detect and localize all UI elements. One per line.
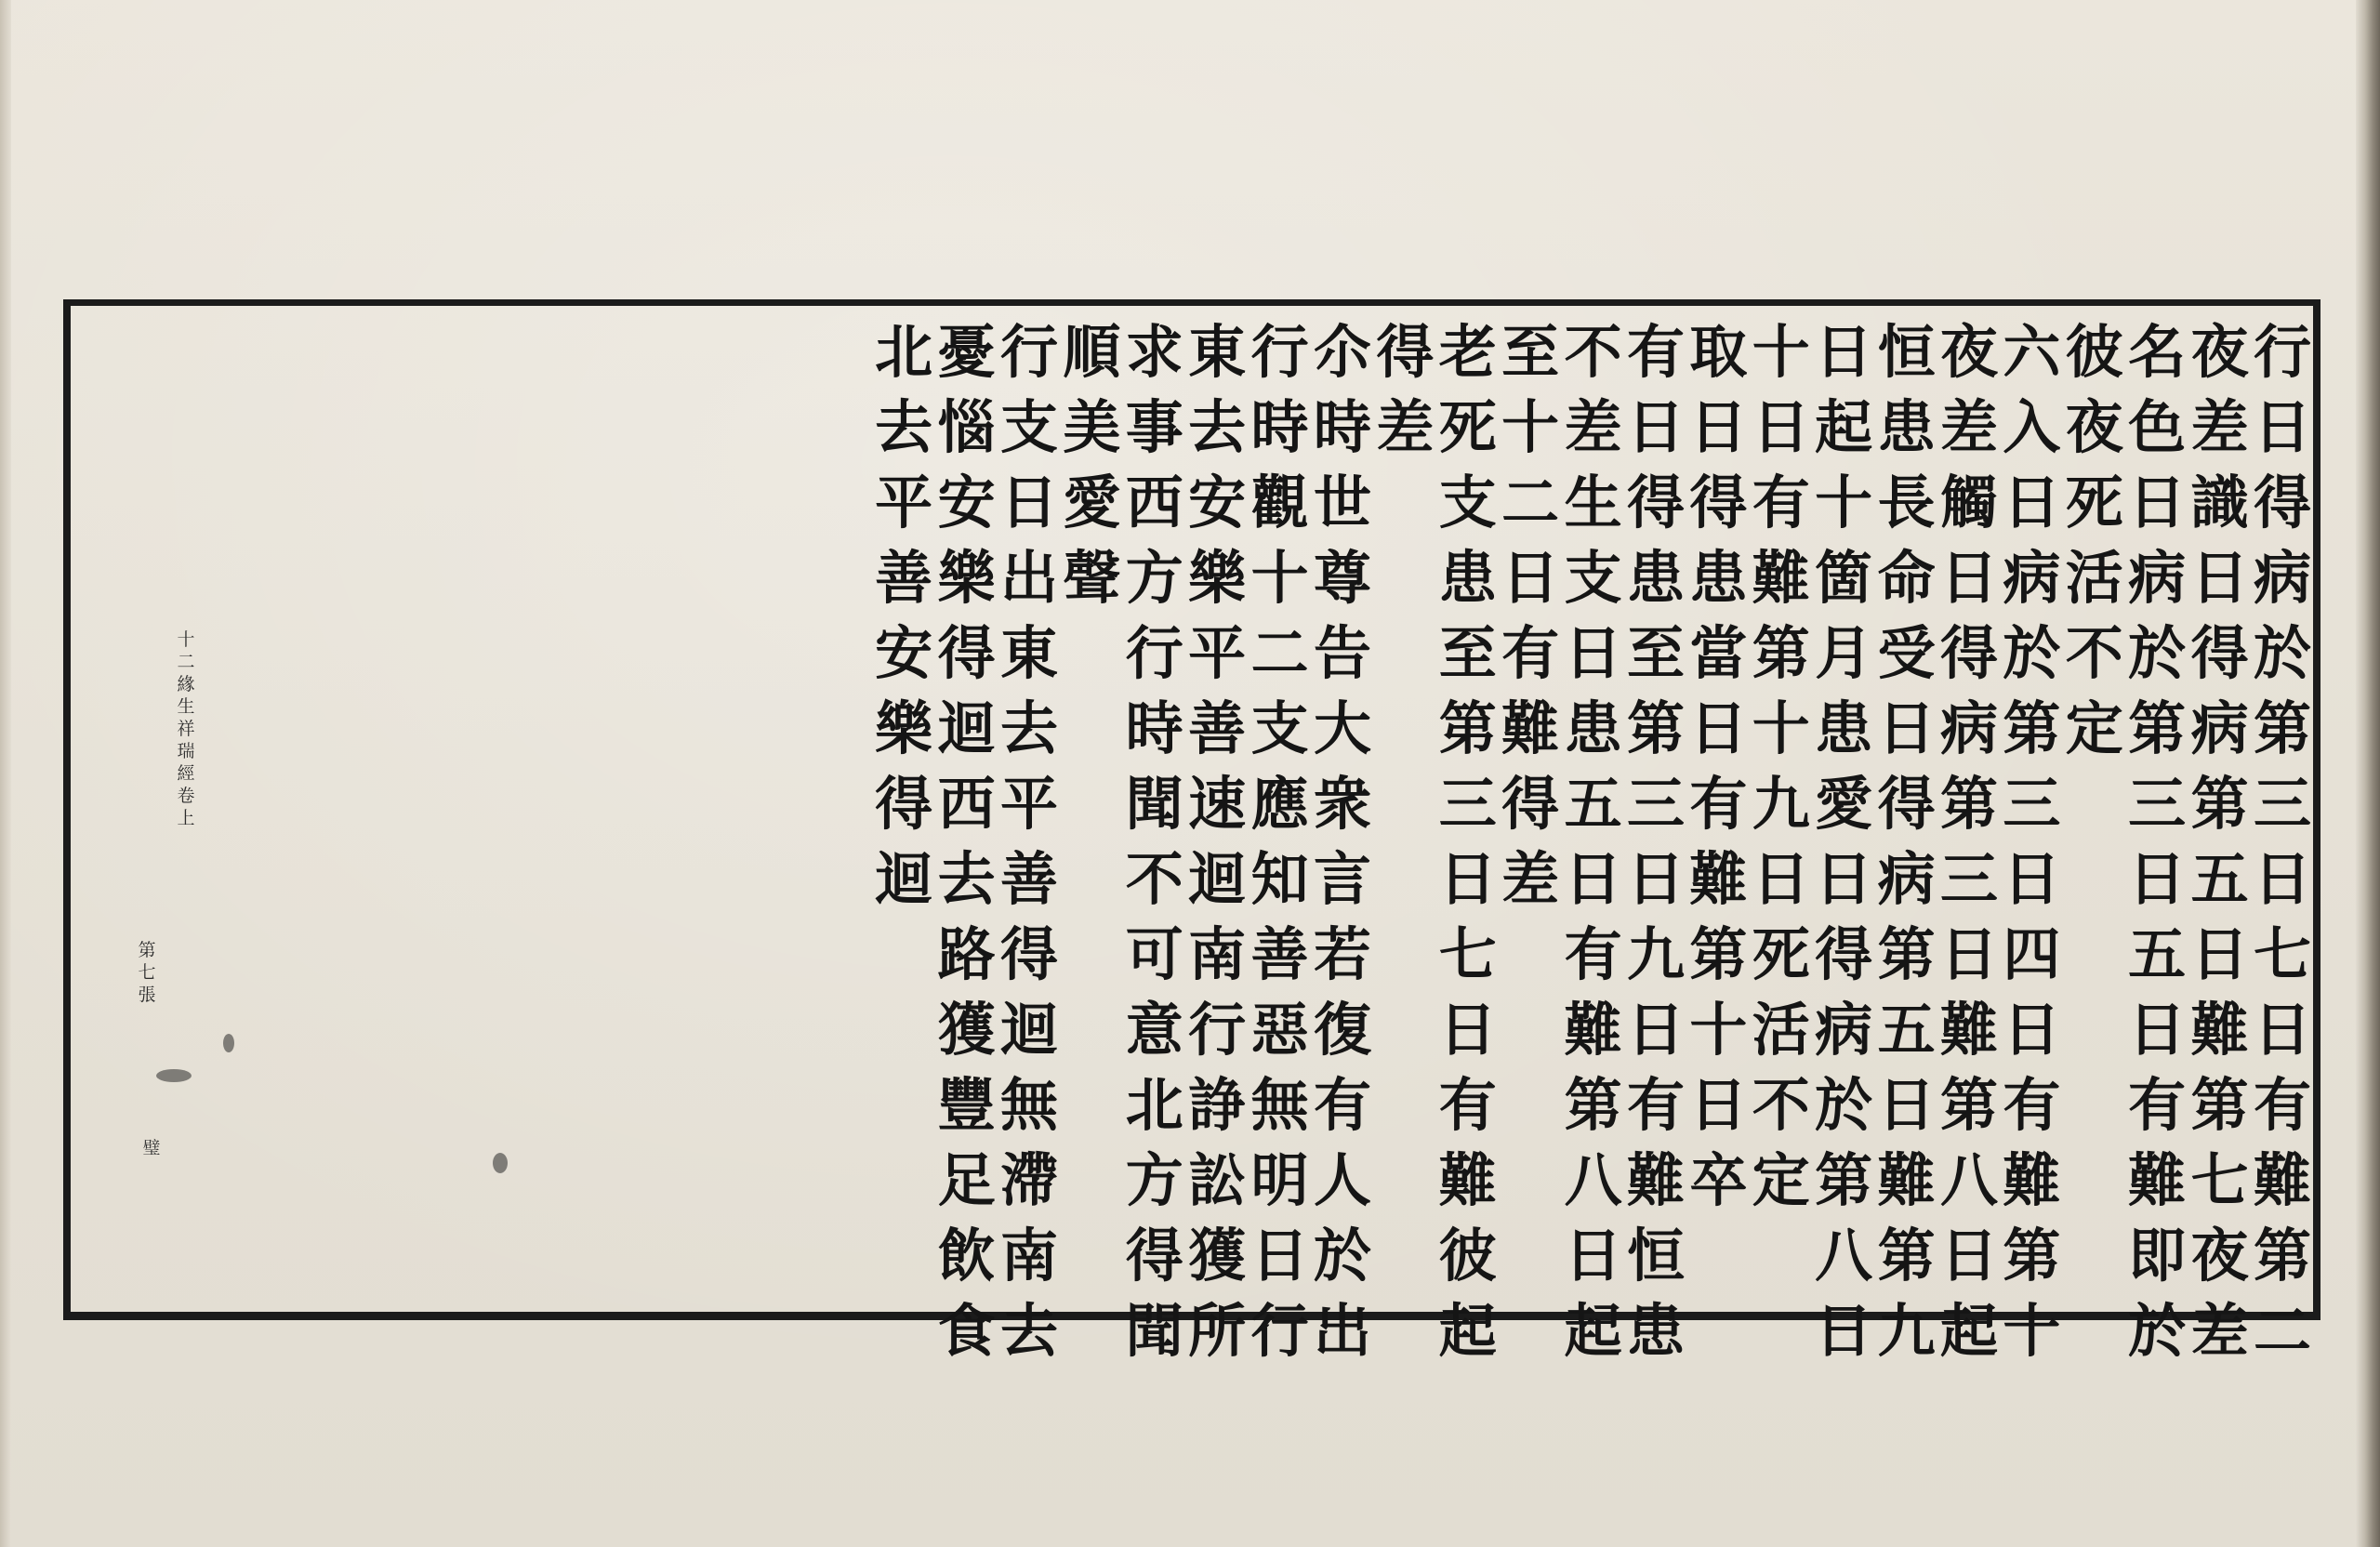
text-column: 夜 差 識 日 得 病 第 五 日 難 第 七 夜 差 [2190, 318, 2249, 1365]
text-column: 彼 夜 死 活 不 定 [2065, 318, 2123, 762]
text-column: 夜 差 觸 日 得 病 第 三 日 難 第 八 日 起 [1939, 318, 1998, 1365]
right-page-edge [2356, 0, 2380, 1547]
text-column: 憂 惱 安 樂 得 迴 西 去 路 獲 豐 足 飲 食 [937, 318, 996, 1365]
text-column: 行 時 觀 十 二 支 應 知 善 惡 無 明 日 行 [1250, 318, 1309, 1365]
text-column: 尒 時 世 尊 告 大 衆 言 若 復 有 人 於 出 [1313, 318, 1371, 1365]
text-column: 日 起 十 箇 月 患 愛 日 得 病 於 第 八 日 [1815, 318, 1873, 1365]
text-column: 行 支 日 出 東 去 平 善 得 迴 無 滯 南 去 [999, 318, 1058, 1365]
stamp-mark: 璧 [142, 1138, 161, 1158]
ink-smudge [156, 1069, 192, 1082]
left-binding [0, 0, 11, 1547]
text-column: 至 十 二 日 有 難 得 差 [1501, 318, 1560, 913]
text-column: 名 色 日 病 於 第 三 日 五 日 有 難 即 於 [2128, 318, 2187, 1365]
text-column: 恒 患 長 命 受 日 得 病 第 五 日 難 第 九 [1877, 318, 1936, 1365]
text-column: 十 日 有 難 第 十 九 日 死 活 不 定 [1752, 318, 1810, 1214]
text-column: 取 日 得 患 當 日 有 難 第 十 日 卒 [1689, 318, 1748, 1214]
text-column: 老 死 支 患 至 第 三 日 七 日 有 難 彼 起 [1438, 318, 1497, 1365]
text-column: 順 美 愛 聲 [1063, 318, 1121, 612]
ink-smudge [223, 1034, 234, 1052]
text-column: 六 入 日 病 於 第 三 日 四 日 有 難 第 十 [2003, 318, 2061, 1365]
page-number: 第 七 張 [138, 940, 156, 1005]
text-column: 求 事 西 方 行 時 聞 不 可 意 北 方 得 聞 [1125, 318, 1183, 1365]
text-column: 有 日 得 患 至 第 三 日 九 日 有 難 恒 患 [1626, 318, 1685, 1365]
text-column: 東 去 安 樂 平 善 速 迴 南 行 諍 訟 獲 所 [1188, 318, 1247, 1365]
text-column: 北 去 平 善 安 樂 得 迴 [875, 318, 933, 913]
margin-note: 十 二 緣 生 祥 瑞 經 卷 上 [177, 629, 195, 828]
text-column: 行 日 得 病 於 第 三 日 七 日 有 難 第 二 [2253, 318, 2311, 1365]
text-column: 得 差 [1376, 318, 1435, 461]
ink-smudge [493, 1153, 508, 1173]
text-column: 不 差 生 支 日 患 五 日 有 難 第 八 日 起 [1564, 318, 1622, 1365]
